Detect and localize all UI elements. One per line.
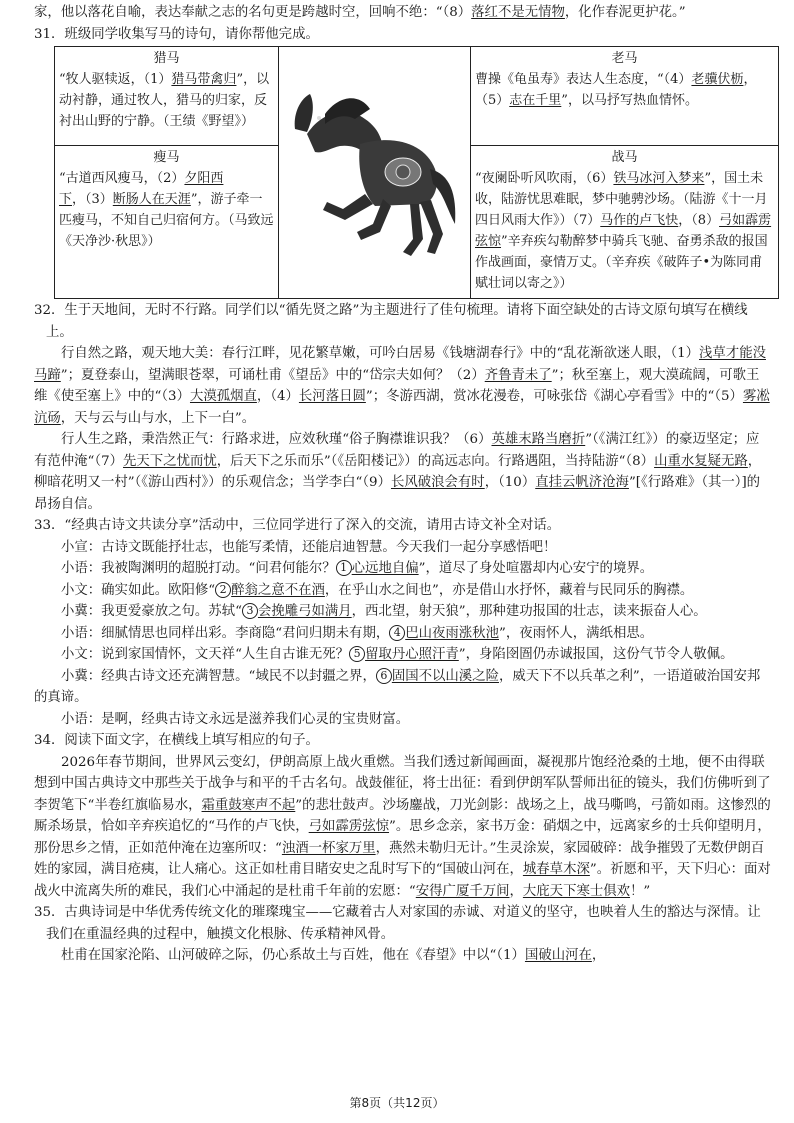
dialog-line: 小冀：我更爱豪放之句。苏轼“ 3 会挽雕弓如满月，西北望，射天狼”，那种建功报国的壮志，读来振奋人心。 (61, 604, 707, 619)
cell-zhanma: 战马 “夜阑卧听风吹雨，（6）铁马冰河入梦来”，国土未收，陆游忧思难眠，梦中驰骋沙场。（陆游《十一月四日风雨大作》）（7）马作的卢飞快，（8）弓如霹雳弦惊”辛弃疾勾勒醉梦中骑兵飞驰、奋勇杀敌的报国作战画面，豪情万丈。（辛弃疾《破阵子•为陈同甫赋壮词以寄之》） (471, 146, 779, 299)
circled-number: 3 (242, 603, 258, 619)
answer-blank: 雾凇沆砀 (34, 389, 770, 426)
answer-blank: 长风破浪会有时 (390, 475, 485, 490)
cell-title-liema: 猎马 (153, 51, 180, 66)
answer-blank: 落红不是无情物 (471, 5, 565, 20)
answer-blank: 醉翁之意不在酒 (231, 582, 325, 598)
answer-blank: 猎马带禽归 (171, 72, 237, 87)
answer-blank: 霜重鼓寒声不起 (201, 797, 296, 813)
answer-blank: 城春草木深 (522, 862, 590, 877)
answer-blank: 长河落日圆 (298, 389, 366, 404)
cell-laoma: 老马 曹操《龟虽寿》表达人生态度，“（4）老骥伏枥，（5）志在千里”，以马抒写热血情怀。 (471, 47, 779, 146)
answer-blank: 弓如霹雳弦惊 (308, 819, 390, 834)
q34-heading: 34．阅读下面文字，在横线上填写相应的句子。 (34, 733, 319, 748)
answer-blank: 浊酒一杯家万里 (281, 840, 376, 856)
cell-shouma: 瘦马 “古道西风瘦马，（2）夕阳西下，（3）断肠人在天涯”，游子牵一匹瘦马，不知自己归宿何方。（马致远《天净沙·秋思》） (55, 146, 279, 299)
answer-blank: 会挽雕弓如满月 (257, 604, 352, 619)
cell-title-shouma: 瘦马 (153, 150, 180, 165)
answer-blank: 英雄末路当磨折 (491, 432, 586, 447)
answer-blank: 齐鲁青未了 (484, 367, 552, 383)
answer-blank: 心远地自偏 (351, 561, 419, 576)
q31-heading: 31．班级同学收集写马的诗句，请你帮他完成。 (34, 26, 319, 42)
answer-blank: 固国不以山溪之险 (391, 668, 499, 684)
dialog-line: 小语：细腻情思也同样出彩。李商隐“君问归期未有期， 4 巴山夜雨涨秋池”，夜雨怀人，满纸相思。 (61, 625, 654, 641)
answer-blank: 夕阳西下 (59, 171, 224, 207)
answer-blank: 断肠人在天涯 (112, 192, 191, 207)
answer-blank: 马作的卢飞快 (600, 213, 679, 228)
answer-blank: 铁马冰河入梦来 (613, 171, 705, 186)
circled-number: 4 (389, 625, 405, 641)
answer-blank: 巴山夜雨涨秋池 (405, 625, 499, 641)
q34-paragraph: 2026年春节期间，世界风云变幻，伊朗高原上战火重燃。当我们透过新闻画面，凝视那片饱经沧桑的土地，便不由得联想到中国古典诗文中那些关于战争与和平的千古名句。战鼓催征，将士出征：看到伊朗军队誓师出征的镜头，我们仿佛听到了李贺笔下“半卷红旗临易水，霜重鼓寒声不起”的悲壮鼓声。沙场鏖战，刀光剑影：战场之上，战马嘶鸣，弓箭如雨。这惨烈的厮杀场景，恰如辛弃疾追忆的“马作的卢飞快，弓如霹雳弦惊”。思乡念亲，家书万金：硝烟之中，远离家乡的士兵仰望明月，那份思乡之情，正如范仲淹在边塞所叹：“浊酒一杯家万里，燕然未勒归无计。”生灵涂炭，家园破碎：战争摧毁了无数伊朗百姓的家园，满目疮痍，让人痛心。这正如杜甫目睹安史之乱时写下的“国破山河在，城春草木深”。祈愿和平，天下归心：面对战火中流离失所的难民，我们心中涌起的是杜甫千年前的宏愿：“安得广厦千万间，大庇天下寒士俱欢！” (34, 754, 771, 899)
q32-paragraph-2: 行人生之路，秉浩然正气：行路求进，应效秋瑾“俗子胸襟谁识我？（6）英雄末路当磨折”（《满江红》）的豪迈坚定；应有范仲淹“（7）先天下之忧而忧，后天下之乐而乐”（《岳阳楼记》）的高远志向。行路遇阻，当持陆游“（8）山重水复疑无路，柳暗花明又一村”（《游山西村》）的乐观信念；当学李白“（9）长风破浪会有时，（10）直挂云帆济沧海”[《行路难》（其一）]的昂扬自信。 (34, 432, 762, 512)
answer-blank: 老骥伏枥 (691, 72, 744, 87)
dialog-line: 小语：是啊，经典古诗文永远是滋养我们心灵的宝贵财富。 (61, 711, 410, 727)
answer-blank: 先天下之忧而忧 (123, 453, 217, 469)
circled-number: 1 (336, 560, 352, 576)
dialog-line: 小宣：古诗文既能抒壮志，也能写柔情，还能启迪智慧。今天我们一起分享感悟吧！ (61, 539, 557, 555)
dialog-line: 小文：说到家国情怀，文天祥“人生自古谁无死？ 5 留取丹心照汗青”，身陷囹圄仍赤诚报国，这份气节令人敬佩。 (61, 647, 734, 662)
q35-heading: 35．古典诗词是中华优秀传统文化的璀璨瑰宝——它藏着古人对家国的赤诚、对道义的坚守，也映着人生的豁达与深情。让我们在重温经典的过程中，触摸文化根脉、传承精神风骨。 (34, 905, 761, 942)
cell-title-zhanma: 战马 (611, 150, 638, 165)
cell-title-laoma: 老马 (611, 51, 638, 66)
answer-blank: 大漠孤烟直 (189, 389, 257, 404)
answer-blank: 山重水复疑无路 (654, 453, 748, 469)
circled-number: 5 (349, 646, 365, 662)
q32-paragraph-1: 行自然之路，观天地大美：春行江畔，见花繁草嫩，可吟白居易《钱塘湖春行》中的“乱花渐欲迷人眼，（1）浅草才能没马蹄”；夏登泰山，望满眼苍翠，可诵杜甫《望岳》中的“岱宗夫如何？（2）齐鲁青未了”；秋至塞上，观大漠疏阔，可歌王维《使至塞上》中的“（3）大漠孤烟直，（4）长河落日圆”；冬游西湖，赏冰花漫卷，可咏张岱《湖心亭看雪》中的“（5）雾凇沆砀，天与云与山与水，上下一白”。 (34, 346, 770, 426)
circled-number: 2 (215, 582, 231, 598)
answer-blank: 大庇天下寒士俱欢 (522, 883, 631, 899)
q32-heading: 32．生于天地间，无时不行路。同学们以“循先贤之路”为主题进行了佳句梳理。请将下面空缺处的古诗文原句填写在横线上。 (34, 303, 748, 340)
q33-heading: 33．“经典古诗文共读分享”活动中，三位同学进行了深入的交流，请用古诗文补全对话。 (34, 518, 561, 533)
q35-paragraph: 杜甫在国家沦陷、山河破碎之际，仍心系故土与百姓，他在《春望》中以“（1）国破山河在， (61, 948, 606, 963)
answer-blank: 浅草才能没马蹄 (34, 346, 766, 383)
intro-paragraph: 家，他以落花自喻，表达奉献之志的名句更是跨越时空，回响不绝：“（8）落红不是无情物，化作春泥更护花。” (34, 5, 686, 20)
dialog-line: 小文：确实如此。欧阳修“ 2 醉翁之意不在酒，在乎山水之间也”，亦是借山水抒怀，藏着与民同乐的胸襟。 (61, 582, 694, 598)
dialog-line: 小冀：经典古诗文还充满智慧。“域民不以封疆之界， 6 固国不以山溪之险，威天下不以兵革之利”，一语道破治国安邦的真谛。 (34, 668, 761, 705)
horse-poem-table (54, 46, 779, 299)
answer-blank: 弓如霹雳弦惊 (475, 213, 772, 249)
answer-blank: 留取丹心照汗青 (365, 647, 459, 662)
answer-blank: 国破山河在 (524, 948, 592, 963)
cell-liema: 猎马 “牧人驱犊返，（1）猎马带禽归”，以动衬静，通过牧人，猎马的归家，反衬出山野的宁静。（王绩《野望》） (55, 47, 279, 146)
horse-image (285, 74, 465, 264)
circled-number: 6 (376, 668, 392, 684)
page-footer: 第8页（共12页） (349, 1096, 445, 1110)
answer-blank: 直挂云帆济沧海 (535, 475, 629, 490)
dialog-line: 小语：我被陶渊明的超脱打动。“问君何能尔？ 1 心远地自偏”，道尽了身处喧嚣却内心安宁的境界。 (61, 561, 654, 576)
answer-blank: 志在千里 (509, 93, 562, 108)
answer-blank: 安得广厦千万间 (415, 883, 510, 899)
horse-illustration (279, 47, 471, 299)
